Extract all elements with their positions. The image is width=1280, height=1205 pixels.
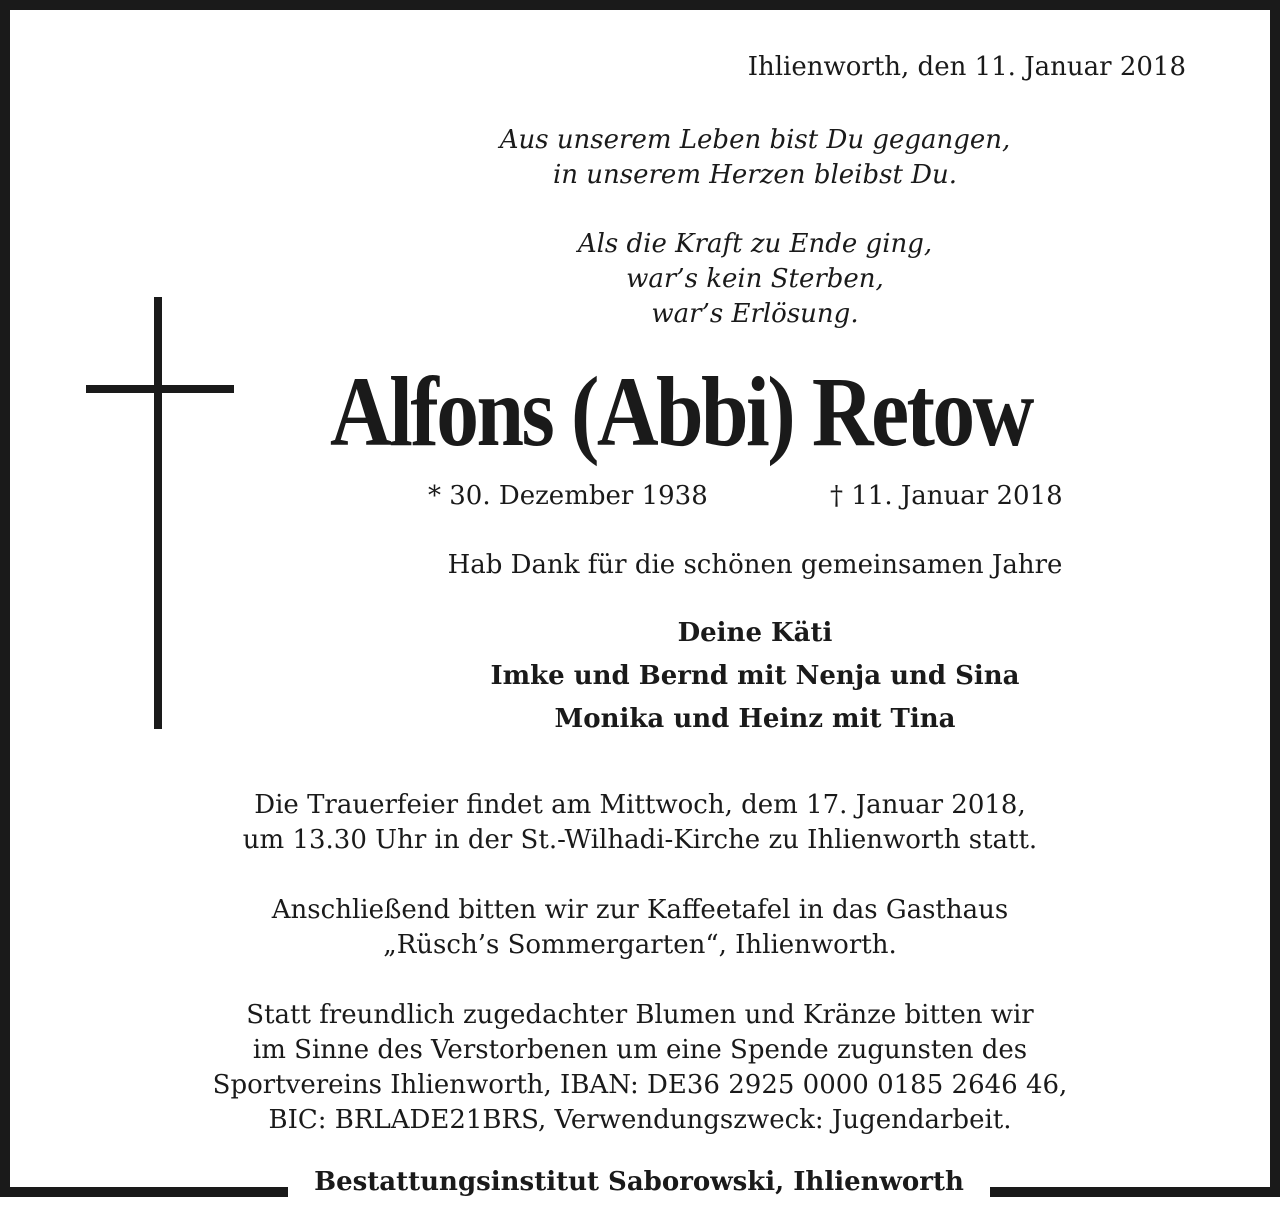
border-left <box>0 0 10 1197</box>
verse-line: war’s kein Sterben, <box>626 264 884 294</box>
thanks-line: Hab Dank für die schönen gemeinsamen Jahre <box>447 550 1063 580</box>
verse-line: Als die Kraft zu Ende ging, <box>577 229 933 259</box>
border-bottom-left <box>0 1187 288 1197</box>
place-date: Ihlienworth, den 11. Januar 2018 <box>747 52 1186 82</box>
donation-line: Sportvereins Ihlienworth, IBAN: DE36 2925 0000 0185 2646 46, <box>212 1070 1068 1100</box>
funeral-home-footer: Bestattungsinstitut Saborowski, Ihlienworth <box>314 1167 964 1197</box>
border-bottom-right <box>990 1187 1280 1197</box>
mourner-line: Imke und Bernd mit Nenja und Sina <box>490 661 1020 691</box>
donation-line: Statt freundlich zugedachter Blumen und Kränze bitten wir <box>246 1000 1034 1030</box>
mourner-line: Monika und Heinz mit Tina <box>554 704 956 734</box>
verse-line: Aus unserem Leben bist Du gegangen, <box>499 125 1011 155</box>
funeral-service-info <box>140 788 1140 858</box>
border-right <box>1270 0 1280 1197</box>
donation-line: im Sinne des Verstorbenen um eine Spende zugunsten des <box>252 1035 1028 1065</box>
birth-date: * 30. Dezember 1938 <box>428 481 708 511</box>
mourners-list <box>360 612 1150 741</box>
deceased-name: Alfons (Abbi) Retow <box>330 356 1032 467</box>
reception-line: „Rüsch’s Sommergarten“, Ihlienworth. <box>383 930 897 960</box>
cross-horizontal-bar <box>86 385 234 393</box>
death-date: † 11. Januar 2018 <box>830 481 1063 511</box>
donation-info <box>140 998 1140 1138</box>
verse-line: war’s Erlösung. <box>651 299 859 329</box>
border-top <box>0 0 1280 10</box>
verse-first <box>360 123 1150 193</box>
service-line: um 13.30 Uhr in der St.-Wilhadi-Kirche zu Ihlienworth statt. <box>242 825 1038 855</box>
reception-line: Anschließend bitten wir zur Kaffeetafel in das Gasthaus <box>271 895 1009 925</box>
verse-line: in unserem Herzen bleibst Du. <box>552 160 958 190</box>
verse-second <box>360 227 1150 332</box>
cross-vertical-bar <box>154 297 162 729</box>
donation-line: BIC: BRLADE21BRS, Verwendungszweck: Jugendarbeit. <box>268 1105 1012 1135</box>
service-line: Die Trauerfeier findet am Mittwoch, dem 17. Januar 2018, <box>254 790 1026 820</box>
mourner-line: Deine Käti <box>677 618 833 648</box>
reception-info <box>140 893 1140 963</box>
